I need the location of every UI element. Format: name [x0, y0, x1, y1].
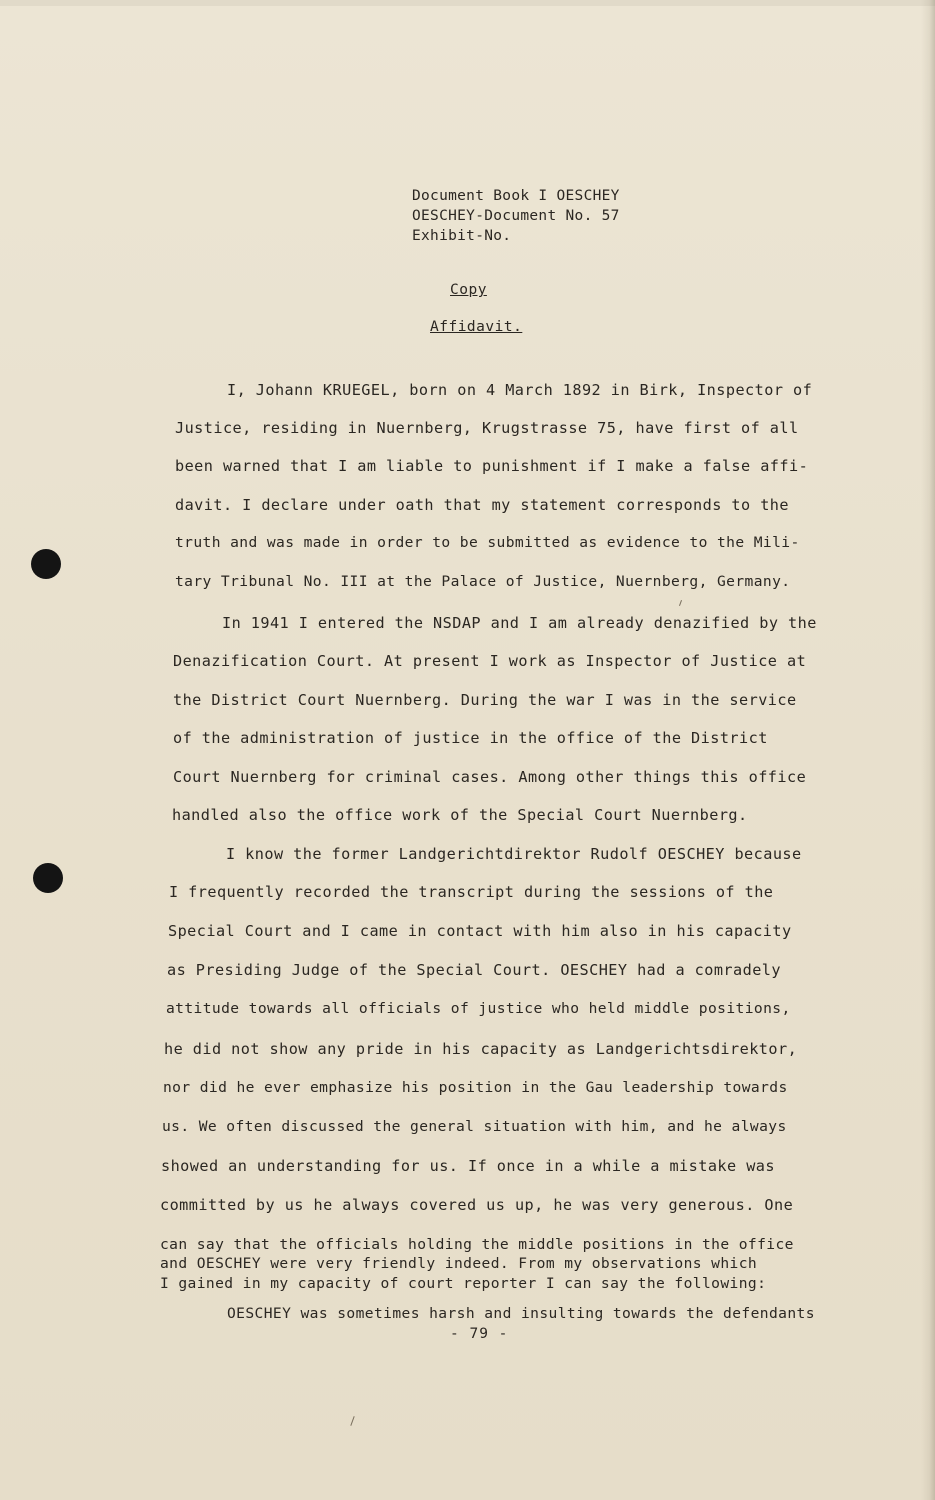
body-line: Denazification Court. At present I work as Inspector of Justice at [173, 652, 807, 670]
document-header [412, 186, 620, 246]
body-line: truth and was made in order to be submitted as evidence to the Mili- [175, 534, 800, 551]
header-document-number: OESCHEY-Document No. 57 [412, 208, 620, 224]
body-line: handled also the office work of the Special Court Nuernberg. [172, 806, 748, 824]
page-number: - 79 - [450, 1326, 509, 1342]
body-line: tary Tribunal No. III at the Palace of Justice, Nuernberg, Germany. [175, 573, 791, 590]
body-line: I know the former Landgerichtdirektor Rudolf OESCHEY because [226, 845, 802, 863]
header-exhibit-number: Exhibit-No. [412, 228, 512, 244]
body-line: been warned that I am liable to punishment if I make a false affi- [175, 457, 809, 475]
body-line: attitude towards all officials of justice who held middle positions, [166, 1000, 791, 1017]
body-line: Justice, residing in Nuernberg, Krugstrasse 75, have first of all [175, 419, 799, 437]
body-line: committed by us he always covered us up, he was very generous. One [160, 1196, 794, 1214]
body-line: us. We often discussed the general situation with him, and he always [162, 1118, 787, 1135]
pencil-mark [350, 1416, 354, 1426]
body-line: I frequently recorded the transcript during the sessions of the [169, 883, 774, 901]
body-line: and OESCHEY were very friendly indeed. From my observations which [160, 1255, 758, 1272]
body-line: can say that the officials holding the middle positions in the office [160, 1236, 794, 1253]
body-line: of the administration of justice in the office of the District [173, 729, 768, 747]
body-line: Court Nuernberg for criminal cases. Among other things this office [173, 768, 807, 786]
copy-heading: Copy [450, 282, 487, 298]
pencil-mark [679, 600, 682, 606]
body-line: nor did he ever emphasize his position in the Gau leadership towards [163, 1079, 788, 1096]
punch-hole-lower [33, 863, 63, 893]
body-line: davit. I declare under oath that my statement corresponds to the [175, 496, 789, 514]
page-right-edge [921, 0, 935, 1500]
affidavit-heading: Affidavit. [430, 319, 523, 335]
header-document-book: Document Book I OESCHEY [412, 188, 620, 204]
body-line: In 1941 I entered the NSDAP and I am already denazified by the [222, 614, 817, 632]
body-line: the District Court Nuernberg. During the war I was in the service [173, 691, 797, 709]
body-line: I gained in my capacity of court reporter I can say the following: [160, 1275, 767, 1292]
body-line: he did not show any pride in his capacity as Landgerichtsdirektor, [164, 1040, 798, 1058]
body-line: as Presiding Judge of the Special Court. OESCHEY had a comradely [167, 961, 781, 979]
body-line: I, Johann KRUEGEL, born on 4 March 1892 in Birk, Inspector of [227, 381, 813, 399]
page-top-edge [0, 0, 935, 6]
punch-hole-upper [31, 549, 61, 579]
body-line: Special Court and I came in contact with him also in his capacity [168, 922, 792, 940]
body-line: showed an understanding for us. If once in a while a mistake was [161, 1157, 775, 1175]
body-line: OESCHEY was sometimes harsh and insulting towards the defendants [227, 1305, 815, 1322]
